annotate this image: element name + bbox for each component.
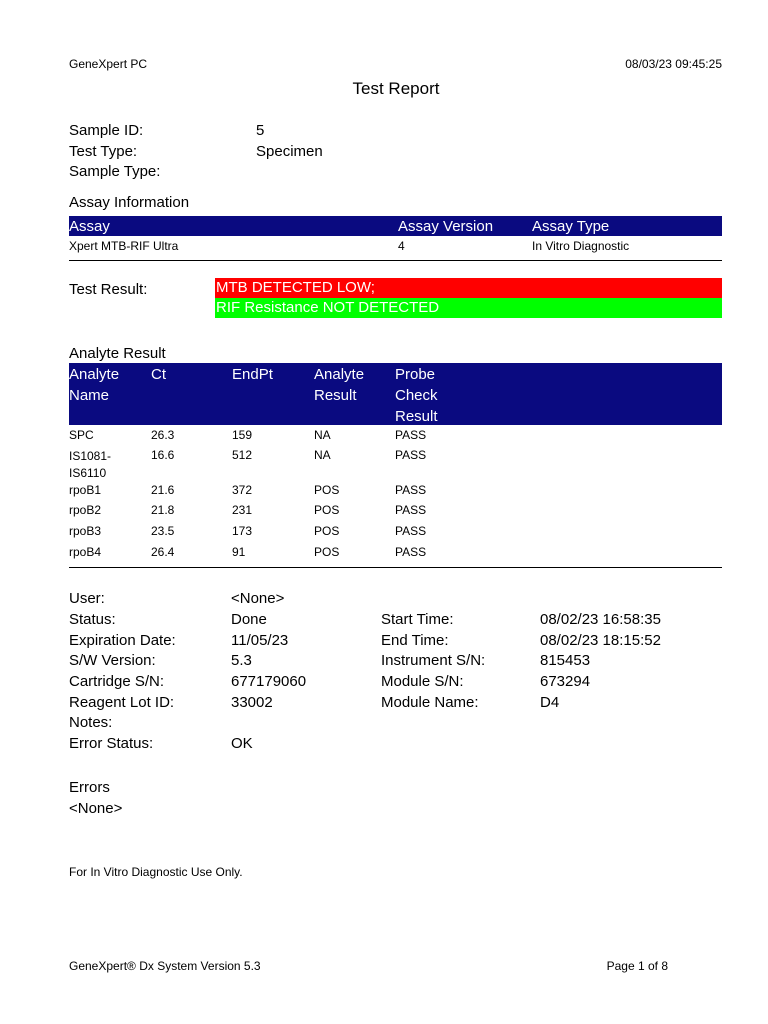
sample-type-label: Sample Type:: [69, 163, 161, 180]
analyte-col-endpt: EndPt: [232, 366, 273, 383]
errors-title: Errors: [69, 779, 110, 796]
analyte-table-header: [69, 363, 722, 425]
notes-label: Notes:: [69, 714, 113, 731]
module-sn-value: 673294: [540, 673, 591, 690]
user-value: <None>: [231, 590, 285, 607]
analyte-col-ct: Ct: [151, 366, 166, 383]
status-label: Status:: [69, 611, 116, 628]
expiration-date-label: Expiration Date:: [69, 632, 176, 649]
footer-system-version: GeneXpert® Dx System Version 5.3: [69, 959, 261, 973]
analyte-endpt: 512: [232, 448, 253, 462]
status-value: Done: [231, 611, 267, 628]
end-time-label: End Time:: [381, 632, 449, 649]
assay-col-version: Assay Version: [398, 218, 494, 235]
reagent-lot-label: Reagent Lot ID:: [69, 694, 175, 711]
sample-id-value: 5: [256, 122, 265, 139]
cartridge-sn-label: Cartridge S/N:: [69, 673, 165, 690]
test-result-mtb: MTB DETECTED LOW;: [215, 278, 722, 298]
footer-page-number: Page 1 of 8: [606, 959, 668, 973]
test-type-value: Specimen: [256, 143, 323, 160]
analyte-ct: 21.6: [151, 483, 175, 497]
report-datetime: 08/03/23 09:45:25: [625, 57, 722, 71]
analyte-ct: 16.6: [151, 448, 175, 462]
analyte-probe-check: PASS: [395, 448, 427, 462]
module-name-value: D4: [540, 694, 560, 711]
analyte-probe-check: PASS: [395, 483, 427, 497]
divider: [69, 260, 722, 261]
assay-col-assay: Assay: [69, 218, 110, 235]
analyte-name: rpoB4: [69, 545, 102, 559]
disclaimer: For In Vitro Diagnostic Use Only.: [69, 865, 243, 879]
sw-version-label: S/W Version:: [69, 652, 156, 669]
analyte-result: NA: [314, 448, 331, 462]
analyte-name: rpoB2: [69, 503, 102, 517]
error-status-label: Error Status:: [69, 735, 154, 752]
analyte-result-title: Analyte Result: [69, 345, 166, 362]
analyte-result: NA: [314, 428, 331, 442]
analyte-name: rpoB3: [69, 524, 102, 538]
sample-id-label: Sample ID:: [69, 122, 144, 139]
assay-type: In Vitro Diagnostic: [532, 239, 630, 253]
errors-value: <None>: [69, 800, 123, 817]
analyte-ct: 26.4: [151, 545, 175, 559]
module-sn-label: Module S/N:: [381, 673, 464, 690]
analyte-endpt: 159: [232, 428, 253, 442]
cartridge-sn-value: 677179060: [231, 673, 307, 690]
analyte-col-result: Analyte Result: [314, 366, 365, 404]
end-time-value: 08/02/23 18:15:52: [540, 632, 661, 649]
reagent-lot-value: 33002: [231, 694, 273, 711]
analyte-col-name: Analyte Name: [69, 366, 120, 404]
expiration-date-value: 11/05/23: [231, 632, 289, 649]
analyte-ct: 21.8: [151, 503, 175, 517]
analyte-result: POS: [314, 483, 340, 497]
assay-info-title: Assay Information: [69, 194, 190, 211]
analyte-probe-check: PASS: [395, 545, 427, 559]
analyte-name: SPC: [69, 428, 94, 442]
sw-version-value: 5.3: [231, 652, 252, 669]
divider: [69, 567, 722, 568]
analyte-endpt: 173: [232, 524, 253, 538]
app-name: GeneXpert PC: [69, 57, 148, 71]
test-result-label: Test Result:: [69, 281, 148, 298]
test-result-rif: RIF Resistance NOT DETECTED: [215, 298, 722, 318]
analyte-probe-check: PASS: [395, 503, 427, 517]
user-label: User:: [69, 590, 105, 607]
analyte-probe-check: PASS: [395, 524, 427, 538]
analyte-ct: 26.3: [151, 428, 175, 442]
analyte-probe-check: PASS: [395, 428, 427, 442]
analyte-endpt: 372: [232, 483, 253, 497]
analyte-result: POS: [314, 503, 340, 517]
analyte-ct: 23.5: [151, 524, 175, 538]
analyte-endpt: 231: [232, 503, 253, 517]
assay-version: 4: [398, 239, 405, 253]
assay-col-type: Assay Type: [532, 218, 610, 235]
analyte-col-probe: Probe Check Result: [395, 366, 438, 425]
error-status-value: OK: [231, 735, 253, 752]
assay-name: Xpert MTB-RIF Ultra: [69, 239, 179, 253]
start-time-label: Start Time:: [381, 611, 454, 628]
page-title: Test Report: [352, 79, 440, 98]
instrument-sn-label: Instrument S/N:: [381, 652, 486, 669]
analyte-result: POS: [314, 545, 340, 559]
analyte-result: POS: [314, 524, 340, 538]
analyte-name: IS1081- IS6110: [69, 449, 112, 480]
analyte-endpt: 91: [232, 545, 246, 559]
analyte-name: rpoB1: [69, 483, 102, 497]
start-time-value: 08/02/23 16:58:35: [540, 611, 661, 628]
test-type-label: Test Type:: [69, 143, 138, 160]
assay-table-header: [69, 216, 722, 236]
module-name-label: Module Name:: [381, 694, 479, 711]
instrument-sn-value: 815453: [540, 652, 591, 669]
